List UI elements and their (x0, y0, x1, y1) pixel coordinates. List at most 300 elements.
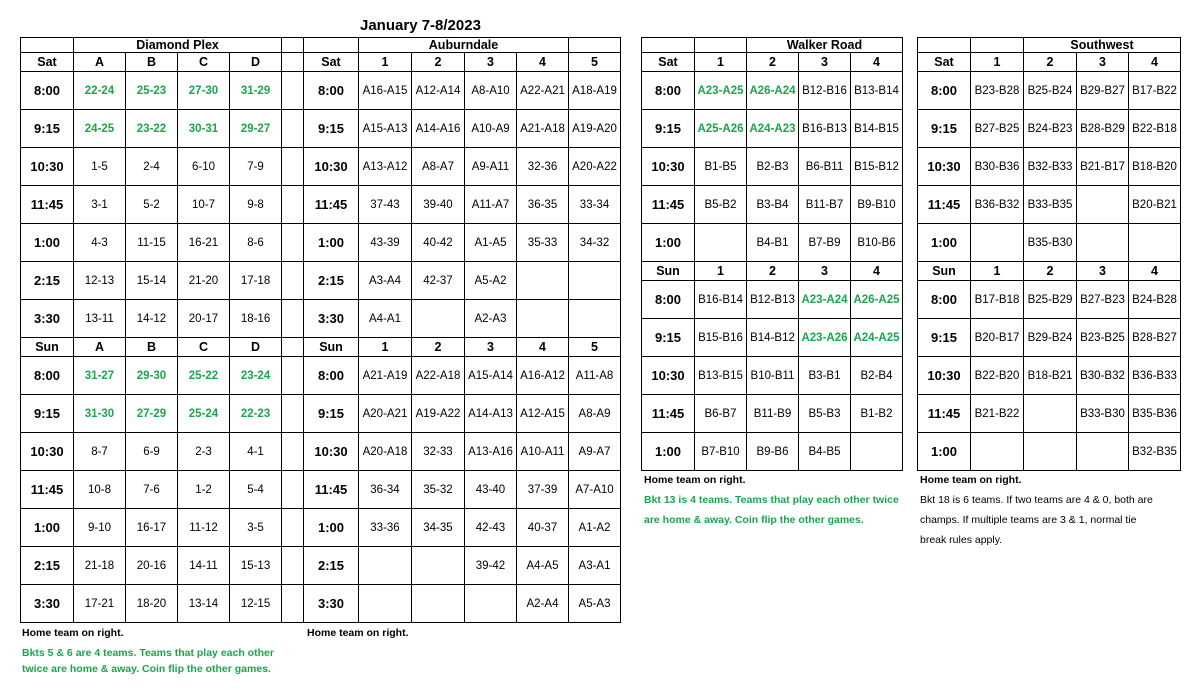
table-cell (282, 395, 304, 433)
game-cell: A2-A3 (465, 300, 517, 338)
game-cell: 11-12 (178, 509, 230, 547)
time-slot: 8:00 (304, 72, 359, 110)
game-row (642, 186, 903, 224)
game-row (21, 72, 304, 110)
time-slot: 10:30 (304, 148, 359, 186)
game-cell: 27-29 (126, 395, 178, 433)
game-cell: B4-B5 (799, 433, 851, 471)
game-cell: B28-B29 (1077, 110, 1129, 148)
table-cell (282, 262, 304, 300)
game-cell: 7-9 (230, 148, 282, 186)
game-cell: B3-B4 (747, 186, 799, 224)
game-cell: B13-B15 (695, 357, 747, 395)
field-header: 1 (971, 262, 1024, 281)
game-cell: 15-14 (126, 262, 178, 300)
time-slot: 10:30 (642, 357, 695, 395)
game-cell: A15-A14 (465, 357, 517, 395)
game-cell: A5-A2 (465, 262, 517, 300)
game-cell: A19-A20 (569, 110, 621, 148)
column-header-row (21, 338, 304, 357)
game-cell: 31-29 (230, 72, 282, 110)
game-cell: 15-13 (230, 547, 282, 585)
time-slot: 1:00 (304, 224, 359, 262)
field-header: 4 (851, 53, 903, 72)
game-cell: B3-B1 (799, 357, 851, 395)
game-cell: B33-B30 (1077, 395, 1129, 433)
field-header: 2 (1024, 262, 1077, 281)
game-cell: 5-4 (230, 471, 282, 509)
table-cell (304, 38, 359, 53)
field-header: 5 (569, 53, 621, 72)
time-slot: 9:15 (21, 110, 74, 148)
game-cell: 7-6 (126, 471, 178, 509)
game-cell: A20-A18 (359, 433, 412, 471)
time-slot: 10:30 (642, 148, 695, 186)
game-row (918, 110, 1181, 148)
table-cell (971, 38, 1024, 53)
game-cell: 10-8 (74, 471, 126, 509)
field-header: 3 (465, 53, 517, 72)
game-cell: B2-B4 (851, 357, 903, 395)
time-slot: 8:00 (918, 72, 971, 110)
column-header-row (918, 262, 1181, 281)
game-cell (851, 433, 903, 471)
game-cell: 4-3 (74, 224, 126, 262)
time-slot: 11:45 (304, 186, 359, 224)
table-cell (282, 433, 304, 471)
game-cell: 37-39 (517, 471, 569, 509)
auburndale-schedule (303, 37, 621, 623)
time-slot: 3:30 (21, 300, 74, 338)
game-cell: 29-27 (230, 110, 282, 148)
game-cell: 33-36 (359, 509, 412, 547)
field-header: 4 (517, 53, 569, 72)
time-slot: 8:00 (21, 72, 74, 110)
game-cell: 14-12 (126, 300, 178, 338)
game-cell: 21-18 (74, 547, 126, 585)
table-cell (918, 38, 971, 53)
game-cell: 25-24 (178, 395, 230, 433)
table-cell (642, 38, 695, 53)
game-cell: 13-14 (178, 585, 230, 623)
game-row (304, 300, 621, 338)
time-slot: 10:30 (304, 433, 359, 471)
table-cell (282, 357, 304, 395)
time-slot: 1:00 (642, 433, 695, 471)
game-cell: 14-11 (178, 547, 230, 585)
game-cell: 23-22 (126, 110, 178, 148)
game-cell (412, 300, 465, 338)
time-slot: 10:30 (918, 148, 971, 186)
game-cell: A14-A13 (465, 395, 517, 433)
time-slot: 8:00 (304, 357, 359, 395)
game-cell: 17-18 (230, 262, 282, 300)
time-slot: 3:30 (21, 585, 74, 623)
game-row (21, 585, 304, 623)
venue-row (21, 38, 304, 53)
game-cell: B9-B6 (747, 433, 799, 471)
game-cell: 30-31 (178, 110, 230, 148)
game-cell: B21-B17 (1077, 148, 1129, 186)
day-label: Sun (642, 262, 695, 281)
field-header: 4 (1129, 262, 1181, 281)
field-header: 1 (359, 338, 412, 357)
diamond-notes (22, 623, 274, 677)
venue-row (642, 38, 903, 53)
walker-notes (644, 470, 899, 530)
time-slot: 8:00 (642, 72, 695, 110)
walker-bracket-note-1: Bkt 13 is 4 teams. Teams that play each other twice (644, 494, 899, 506)
time-slot: 8:00 (642, 281, 695, 319)
game-cell: 6-9 (126, 433, 178, 471)
game-cell (517, 300, 569, 338)
field-header: A (74, 338, 126, 357)
field-header: 2 (412, 53, 465, 72)
game-row (21, 471, 304, 509)
game-cell: 4-1 (230, 433, 282, 471)
game-cell: 22-23 (230, 395, 282, 433)
game-cell: 27-30 (178, 72, 230, 110)
time-slot: 9:15 (642, 319, 695, 357)
field-header: 2 (747, 53, 799, 72)
field-header: 2 (1024, 53, 1077, 72)
page-title: January 7-8/2023 (360, 17, 481, 34)
game-row (304, 357, 621, 395)
table-cell (282, 53, 304, 72)
game-cell: 36-35 (517, 186, 569, 224)
game-cell: 31-27 (74, 357, 126, 395)
field-header: 3 (1077, 53, 1129, 72)
field-header: B (126, 53, 178, 72)
game-cell: A14-A16 (412, 110, 465, 148)
time-slot: 1:00 (918, 433, 971, 471)
field-header: 2 (747, 262, 799, 281)
game-cell: B18-B21 (1024, 357, 1077, 395)
game-cell: A19-A22 (412, 395, 465, 433)
game-cell: B11-B9 (747, 395, 799, 433)
time-slot: 3:30 (304, 300, 359, 338)
game-cell: B9-B10 (851, 186, 903, 224)
game-cell: A4-A5 (517, 547, 569, 585)
table-cell (282, 338, 304, 357)
game-cell: A22-A18 (412, 357, 465, 395)
game-cell: 9-8 (230, 186, 282, 224)
game-cell: B4-B1 (747, 224, 799, 262)
game-cell: B35-B30 (1024, 224, 1077, 262)
game-cell: A16-A15 (359, 72, 412, 110)
game-cell: B22-B18 (1129, 110, 1181, 148)
game-row (304, 110, 621, 148)
table-cell (21, 38, 74, 53)
game-cell: A24-A25 (851, 319, 903, 357)
game-cell: B1-B2 (851, 395, 903, 433)
column-header-row (304, 53, 621, 72)
game-cell: 1-5 (74, 148, 126, 186)
game-cell: B15-B16 (695, 319, 747, 357)
table-cell (282, 72, 304, 110)
game-row (304, 72, 621, 110)
time-slot: 9:15 (642, 110, 695, 148)
game-cell: B36-B32 (971, 186, 1024, 224)
southwest-bracket-note-1: Bkt 18 is 6 teams. If two teams are 4 & 0, both are (920, 494, 1153, 506)
time-slot: 11:45 (21, 186, 74, 224)
field-header: 3 (465, 338, 517, 357)
column-header-row (21, 53, 304, 72)
game-cell: B32-B33 (1024, 148, 1077, 186)
game-row (642, 72, 903, 110)
game-cell: B10-B11 (747, 357, 799, 395)
game-cell: B27-B23 (1077, 281, 1129, 319)
day-label: Sun (21, 338, 74, 357)
game-row (21, 547, 304, 585)
game-row (642, 110, 903, 148)
table-cell (282, 300, 304, 338)
table-cell (282, 471, 304, 509)
game-cell: A15-A13 (359, 110, 412, 148)
game-cell: 37-43 (359, 186, 412, 224)
game-cell: 1-2 (178, 471, 230, 509)
game-row (21, 395, 304, 433)
game-cell: B29-B24 (1024, 319, 1077, 357)
game-cell: A8-A9 (569, 395, 621, 433)
game-cell: 18-20 (126, 585, 178, 623)
game-row (642, 395, 903, 433)
game-cell: 32-36 (517, 148, 569, 186)
game-row (918, 224, 1181, 262)
game-cell: A26-A25 (851, 281, 903, 319)
game-cell (1129, 224, 1181, 262)
game-cell: 40-42 (412, 224, 465, 262)
auburndale-home-note: Home team on right. (307, 627, 409, 639)
time-slot: 9:15 (918, 319, 971, 357)
table-cell (282, 547, 304, 585)
game-cell: B23-B25 (1077, 319, 1129, 357)
game-cell: A13-A12 (359, 148, 412, 186)
day-label: Sun (304, 338, 359, 357)
game-cell: B27-B25 (971, 110, 1024, 148)
game-cell: 3-5 (230, 509, 282, 547)
game-cell: B32-B35 (1129, 433, 1181, 471)
table-cell (282, 509, 304, 547)
day-label: Sat (304, 53, 359, 72)
game-row (304, 395, 621, 433)
game-cell (412, 547, 465, 585)
venue-name: Auburndale (359, 38, 569, 53)
game-cell: B15-B12 (851, 148, 903, 186)
column-header-row (918, 53, 1181, 72)
time-slot: 1:00 (304, 509, 359, 547)
game-cell: A10-A9 (465, 110, 517, 148)
time-slot: 2:15 (304, 547, 359, 585)
game-row (304, 585, 621, 623)
time-slot: 3:30 (304, 585, 359, 623)
game-row (304, 433, 621, 471)
game-cell (359, 585, 412, 623)
walker-road-schedule (641, 37, 903, 471)
time-slot: 1:00 (21, 509, 74, 547)
game-row (918, 148, 1181, 186)
game-cell: 22-24 (74, 72, 126, 110)
field-header: 1 (695, 262, 747, 281)
game-cell: A23-A24 (799, 281, 851, 319)
column-header-row (642, 53, 903, 72)
game-row (304, 186, 621, 224)
game-row (21, 433, 304, 471)
game-cell: 11-15 (126, 224, 178, 262)
game-cell: 8-7 (74, 433, 126, 471)
venue-name: Diamond Plex (74, 38, 282, 53)
table-cell (282, 186, 304, 224)
game-cell: A12-A15 (517, 395, 569, 433)
time-slot: 8:00 (21, 357, 74, 395)
game-cell (569, 300, 621, 338)
game-cell (971, 224, 1024, 262)
game-cell: 35-33 (517, 224, 569, 262)
game-row (21, 110, 304, 148)
game-cell: B17-B22 (1129, 72, 1181, 110)
game-row (21, 509, 304, 547)
game-cell: A22-A21 (517, 72, 569, 110)
field-header: 1 (971, 53, 1024, 72)
game-cell: 20-16 (126, 547, 178, 585)
game-cell: B33-B35 (1024, 186, 1077, 224)
game-cell: B6-B7 (695, 395, 747, 433)
game-cell: B5-B3 (799, 395, 851, 433)
time-slot: 10:30 (918, 357, 971, 395)
game-row (304, 148, 621, 186)
game-cell: A16-A12 (517, 357, 569, 395)
game-cell: 36-34 (359, 471, 412, 509)
game-cell: A11-A8 (569, 357, 621, 395)
southwest-home-note: Home team on right. (920, 474, 1022, 486)
game-cell: B17-B18 (971, 281, 1024, 319)
game-row (21, 357, 304, 395)
game-cell: A10-A11 (517, 433, 569, 471)
southwest-schedule (917, 37, 1181, 471)
time-slot: 11:45 (21, 471, 74, 509)
game-cell: 29-30 (126, 357, 178, 395)
game-cell: A13-A16 (465, 433, 517, 471)
game-row (918, 281, 1181, 319)
game-cell: B36-B33 (1129, 357, 1181, 395)
time-slot: 9:15 (304, 110, 359, 148)
venue-name: Walker Road (747, 38, 903, 53)
game-cell: A8-A10 (465, 72, 517, 110)
game-cell: B23-B28 (971, 72, 1024, 110)
game-cell: B20-B21 (1129, 186, 1181, 224)
time-slot: 1:00 (642, 224, 695, 262)
game-row (642, 224, 903, 262)
game-cell: B1-B5 (695, 148, 747, 186)
game-cell: B14-B12 (747, 319, 799, 357)
game-row (918, 433, 1181, 471)
game-cell: B30-B36 (971, 148, 1024, 186)
southwest-bracket-note-3: break rules apply. (920, 534, 1003, 546)
game-row (642, 281, 903, 319)
game-cell: A11-A7 (465, 186, 517, 224)
game-cell (971, 433, 1024, 471)
game-cell: 20-17 (178, 300, 230, 338)
venue-row (918, 38, 1181, 53)
walker-home-note: Home team on right. (644, 474, 746, 486)
game-row (642, 433, 903, 471)
time-slot: 9:15 (21, 395, 74, 433)
field-header: B (126, 338, 178, 357)
game-cell: A9-A7 (569, 433, 621, 471)
time-slot: 1:00 (918, 224, 971, 262)
game-cell: A9-A11 (465, 148, 517, 186)
game-cell: 32-33 (412, 433, 465, 471)
game-cell: 10-7 (178, 186, 230, 224)
game-cell: B29-B27 (1077, 72, 1129, 110)
game-cell: 34-35 (412, 509, 465, 547)
game-cell: 42-37 (412, 262, 465, 300)
field-header: D (230, 338, 282, 357)
southwest-bracket-note-2: champs. If multiple teams are 3 & 1, normal tie (920, 514, 1137, 526)
game-row (918, 186, 1181, 224)
game-cell: B25-B29 (1024, 281, 1077, 319)
game-row (304, 547, 621, 585)
game-cell: A20-A22 (569, 148, 621, 186)
game-cell: B28-B27 (1129, 319, 1181, 357)
diamond-bracket-note-2: twice are home & away. Coin flip the other games. (22, 663, 271, 675)
field-header: 3 (1077, 262, 1129, 281)
game-cell: 16-21 (178, 224, 230, 262)
game-cell: A8-A7 (412, 148, 465, 186)
game-row (21, 224, 304, 262)
table-cell (282, 585, 304, 623)
game-row (21, 186, 304, 224)
game-cell: 39-42 (465, 547, 517, 585)
game-cell (359, 547, 412, 585)
game-cell: 35-32 (412, 471, 465, 509)
field-header: 1 (359, 53, 412, 72)
time-slot: 2:15 (21, 547, 74, 585)
time-slot: 9:15 (918, 110, 971, 148)
game-row (642, 148, 903, 186)
game-cell: 34-32 (569, 224, 621, 262)
game-cell: A24-A23 (747, 110, 799, 148)
venue-row (304, 38, 621, 53)
game-cell: 24-25 (74, 110, 126, 148)
table-cell (282, 148, 304, 186)
game-cell: B30-B32 (1077, 357, 1129, 395)
table-cell (569, 38, 621, 53)
game-cell: 40-37 (517, 509, 569, 547)
game-cell: A23-A26 (799, 319, 851, 357)
day-label: Sat (21, 53, 74, 72)
time-slot: 11:45 (642, 186, 695, 224)
time-slot: 1:00 (21, 224, 74, 262)
time-slot: 2:15 (304, 262, 359, 300)
game-cell (1077, 224, 1129, 262)
game-cell: 23-24 (230, 357, 282, 395)
field-header: A (74, 53, 126, 72)
field-header: C (178, 338, 230, 357)
game-cell: 25-22 (178, 357, 230, 395)
game-cell: A25-A26 (695, 110, 747, 148)
game-cell: B7-B10 (695, 433, 747, 471)
diamond-home-note: Home team on right. (22, 627, 124, 639)
time-slot: 11:45 (918, 395, 971, 433)
game-cell: 8-6 (230, 224, 282, 262)
game-cell: A1-A5 (465, 224, 517, 262)
game-cell: A23-A25 (695, 72, 747, 110)
game-row (21, 300, 304, 338)
field-header: 1 (695, 53, 747, 72)
game-cell: B12-B13 (747, 281, 799, 319)
game-cell: 9-10 (74, 509, 126, 547)
